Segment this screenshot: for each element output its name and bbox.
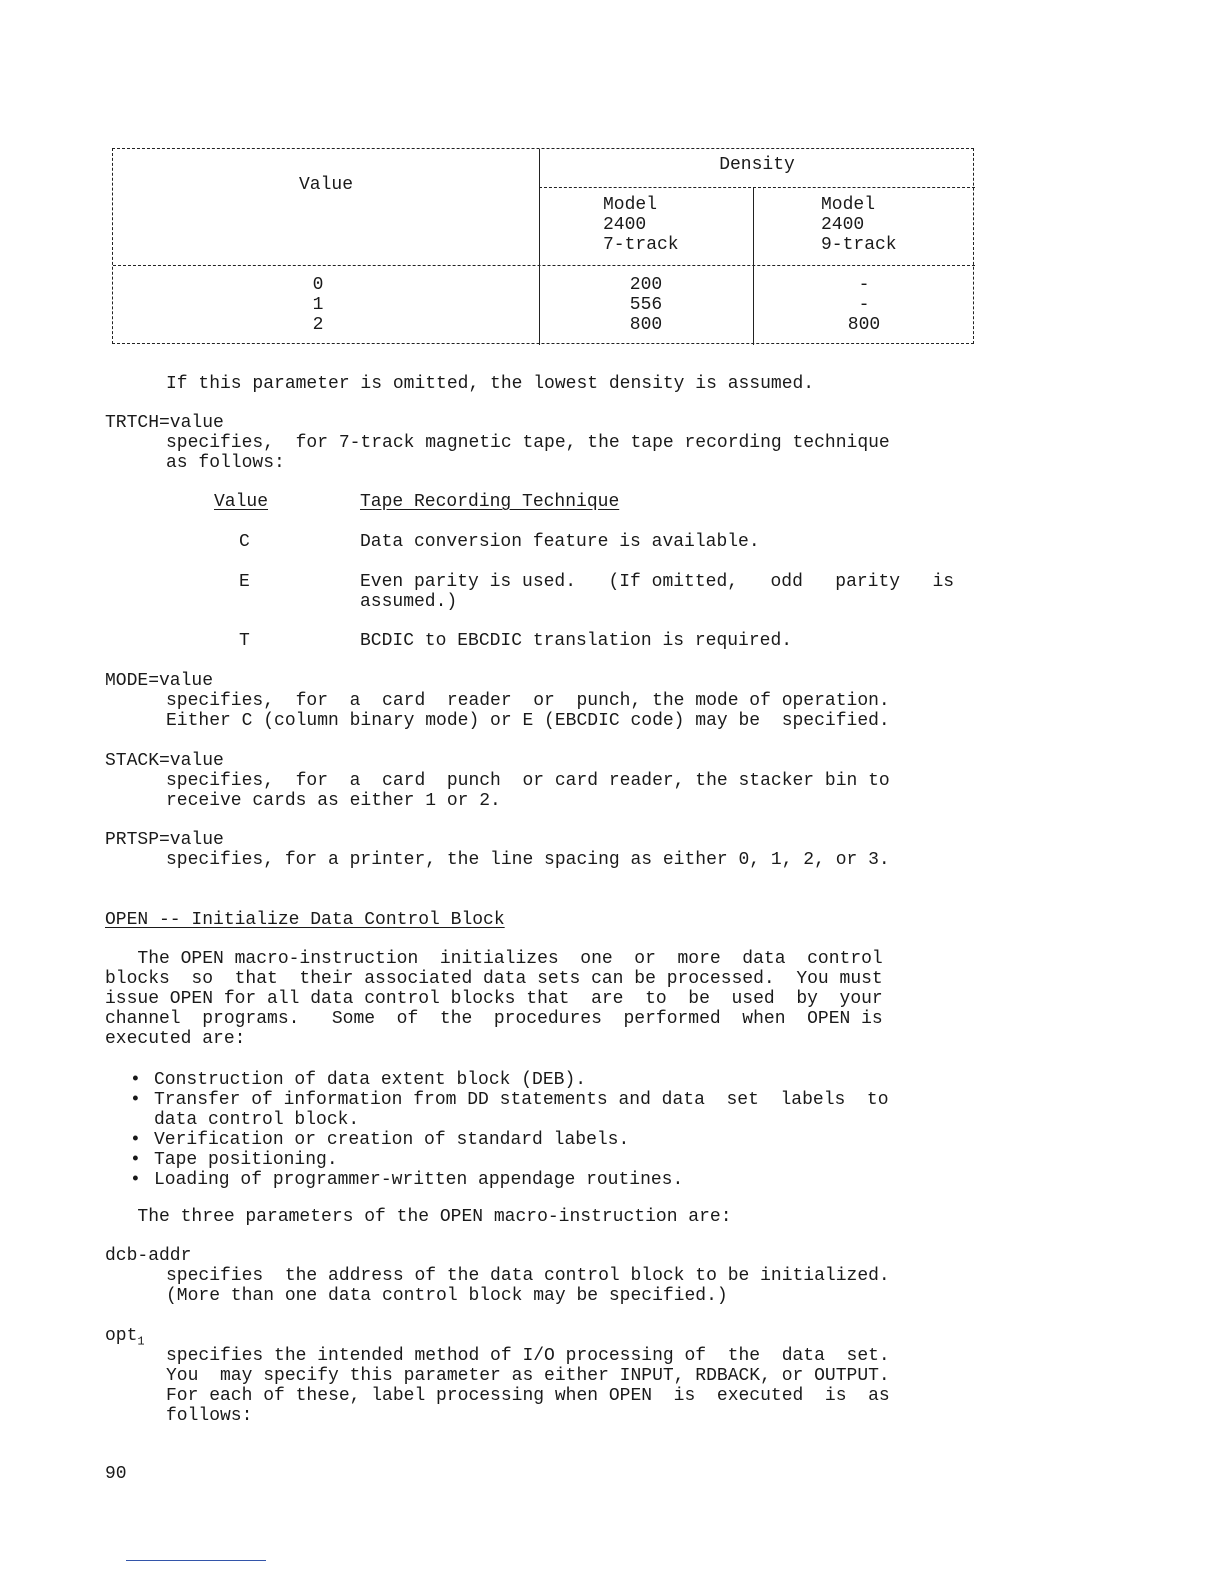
prtsp-term: PRTSP=value — [105, 830, 224, 850]
prtsp-desc: specifies, for a printer, the line spacing as either 0, 1, 2, or 3. — [166, 850, 890, 870]
dcb-addr-desc: (More than one data control block may be specified.) — [166, 1286, 728, 1306]
table-cell-value: 0 — [312, 275, 324, 295]
trtch-row-desc: Even parity is used. (If omitted, odd parity is — [360, 572, 955, 592]
table-cell-7track: 200 — [629, 275, 663, 295]
density-note: If this parameter is omitted, the lowest density is assumed. — [166, 374, 815, 394]
table-cell-9track: - — [858, 275, 870, 295]
bullet-icon: • — [130, 1150, 141, 1170]
stack-term: STACK=value — [105, 751, 224, 771]
bullet-icon: • — [130, 1090, 141, 1110]
paragraph-line: executed are: — [105, 1029, 246, 1049]
table-cell-9track: - — [858, 295, 870, 315]
trtch-desc: specifies, for 7-track magnetic tape, the tape recording technique — [166, 433, 890, 453]
value-column-header: Value — [298, 175, 353, 195]
paragraph-line: issue OPEN for all data control blocks that are to be used by your — [105, 989, 883, 1009]
trtch-row-value: E — [239, 572, 250, 592]
opt1-term: opt$_1$ — [105, 1326, 145, 1349]
table-cell-9track: 800 — [847, 315, 881, 335]
list-item: • Loading of programmer-written appendage routines. — [130, 1170, 684, 1190]
footer-rule — [126, 1560, 266, 1561]
col1-header-line1: Model — [603, 195, 658, 215]
table-cell-7track: 556 — [629, 295, 663, 315]
trtch-technique-header: Tape Recording Technique — [360, 492, 620, 512]
stack-desc: specifies, for a card punch or card reader, the stacker bin to — [166, 771, 890, 791]
col2-header-line2: 2400 — [821, 215, 865, 235]
table-rule — [539, 187, 975, 188]
params-intro: The three parameters of the OPEN macro-instruction are: — [105, 1207, 732, 1227]
paragraph-line: The OPEN macro-instruction initializes one or more data control — [105, 949, 883, 969]
col2-header-line1: Model — [821, 195, 876, 215]
table-rule — [113, 265, 975, 266]
table-cell-value: 1 — [312, 295, 324, 315]
stack-desc: receive cards as either 1 or 2. — [166, 791, 501, 811]
trtch-row-value: T — [239, 631, 250, 651]
bullet-icon: • — [130, 1130, 141, 1150]
col1-header-line2: 2400 — [603, 215, 647, 235]
dcb-addr-desc: specifies the address of the data control block to be initialized. — [166, 1266, 890, 1286]
opt1-desc: For each of these, label processing when OPEN is executed is as — [166, 1386, 890, 1406]
trtch-row-desc: Data conversion feature is available. — [360, 532, 760, 552]
list-item: • Verification or creation of standard labels. — [130, 1130, 630, 1150]
mode-desc: Either C (column binary mode) or E (EBCDIC code) may be specified. — [166, 711, 890, 731]
table-cell-7track: 800 — [629, 315, 663, 335]
trtch-row-value: C — [239, 532, 250, 552]
list-item: • Tape positioning. — [130, 1150, 338, 1170]
bullet-list — [130, 1070, 990, 1190]
opt1-desc: follows: — [166, 1406, 253, 1426]
col2-header-line3: 9-track — [821, 235, 897, 255]
trtch-row-desc: BCDIC to EBCDIC translation is required. — [360, 631, 793, 651]
section-heading: OPEN -- Initialize Data Control Block — [105, 910, 505, 930]
opt1-desc: You may specify this parameter as either INPUT, RDBACK, or OUTPUT. — [166, 1366, 890, 1386]
list-item: • Construction of data extent block (DEB). — [130, 1070, 587, 1090]
mode-desc: specifies, for a card reader or punch, the mode of operation. — [166, 691, 890, 711]
bullet-icon: • — [130, 1170, 141, 1190]
trtch-row-desc: assumed.) — [360, 592, 458, 612]
table-cell-value: 2 — [312, 315, 324, 335]
bullet-icon: • — [130, 1070, 141, 1090]
dcb-addr-term: dcb-addr — [105, 1246, 192, 1266]
trtch-term: TRTCH=value — [105, 413, 224, 433]
col1-header-line3: 7-track — [603, 235, 679, 255]
paragraph-line: blocks so that their associated data sets can be processed. You must — [105, 969, 883, 989]
density-column-header: Density — [719, 155, 795, 175]
trtch-value-header: Value — [214, 492, 269, 512]
trtch-desc: as follows: — [166, 453, 285, 473]
page-number: 90 — [105, 1464, 127, 1484]
opt1-desc: specifies the intended method of I/O processing of the data set. — [166, 1346, 890, 1366]
list-item: • Transfer of information from DD statements and data set labels to data control block. — [130, 1090, 889, 1130]
density-table — [112, 148, 974, 344]
paragraph-line: channel programs. Some of the procedures performed when OPEN is — [105, 1009, 883, 1029]
mode-term: MODE=value — [105, 671, 214, 691]
